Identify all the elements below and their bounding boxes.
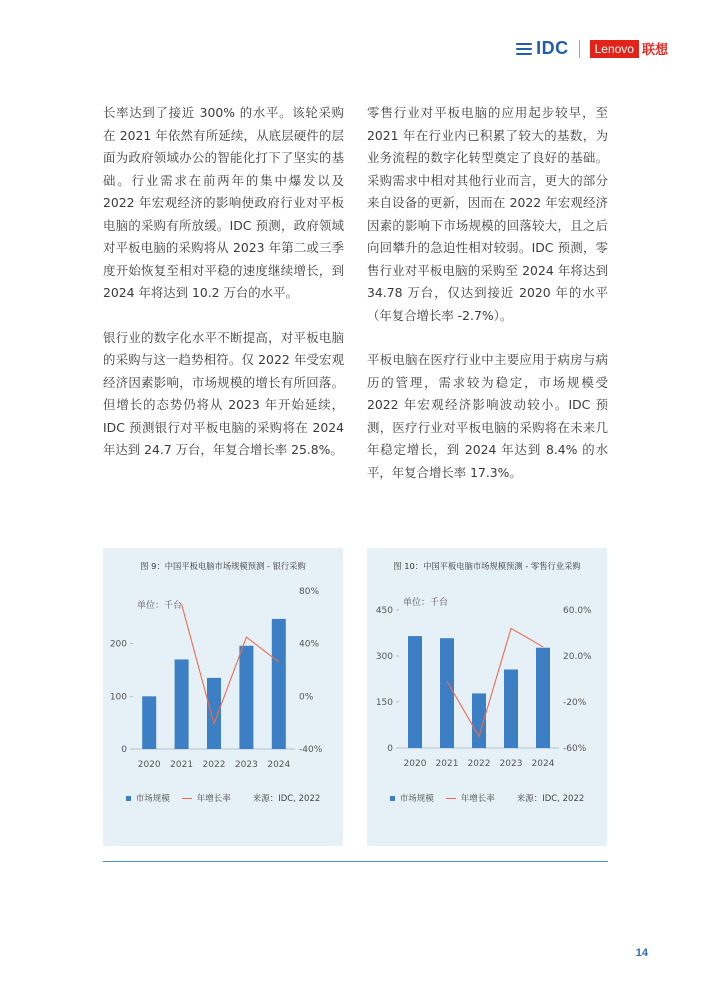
x-tick-label: 2022 <box>467 759 491 769</box>
y-right-tick-label: -20% <box>563 698 587 708</box>
idc-logo <box>516 38 569 59</box>
y-right-tick-label: 40% <box>299 639 320 650</box>
legend-line-swatch <box>182 798 192 799</box>
paragraph: 零售行业对平板电脑的应用起步较早，至 2021 年在行业内已积累了较大的基数，为业务流程的数字化转型奠定了良好的基础。采购需求中相对其他行业而言，更大的部分来自设备的更新，因而在 2022 年宏观经济因素的影响下市场规模的回落较大，且之后向回攀升的急迫性相对较弱。IDC 预测，零售行业对平板电脑的采购至 2024 年将达到 34.78 万台，仅达到接近 2020 年的水平（年复合增长率 -2.7%）。 <box>367 105 608 323</box>
legend-line-label: 年增长率 <box>196 794 231 804</box>
bar <box>408 636 422 748</box>
y-right-tick-label: 0% <box>299 692 314 703</box>
y-right-tick-label: 60.0% <box>563 606 592 616</box>
y-left-tick-label: 450 <box>375 606 393 616</box>
y-right-tick-label: 80% <box>299 587 320 597</box>
y-left-tick-label: 0 <box>121 745 127 755</box>
paragraph: 平板电脑在医疗行业中主要应用于病房与病历的管理，需求较为稳定，市场规模受 2022 年宏观经济影响波动较小。IDC 预测，医疗行业对平板电脑的采购将在未来几年稳定增长，到 2024 年达到 8.4% 的水平，年复合增长率 17.3%。 <box>367 352 608 480</box>
legend-bar-swatch <box>390 796 395 801</box>
y-right-tick-label: -60% <box>563 744 587 754</box>
legend-item-line <box>446 792 495 804</box>
bar <box>207 678 221 749</box>
bar <box>239 646 253 749</box>
bottom-rule <box>103 861 608 862</box>
x-tick-label: 2022 <box>202 760 226 770</box>
legend-bar-label: 市场规模 <box>399 794 434 804</box>
x-tick-label: 2021 <box>170 760 194 770</box>
chart-retail-svg <box>367 548 607 788</box>
chart-source: 来源：IDC, 2022 <box>252 794 321 804</box>
legend-item-bar <box>390 792 434 804</box>
lenovo-logo-text: Lenovo <box>590 40 639 58</box>
right-column <box>367 102 608 506</box>
legend-line-label: 年增长率 <box>460 794 495 804</box>
x-tick-label: 2021 <box>435 759 459 769</box>
legend-item-line <box>182 792 231 804</box>
idc-logo-text: IDC <box>536 38 569 58</box>
chart-bank-svg <box>103 548 343 788</box>
x-tick-label: 2023 <box>499 759 523 769</box>
bar <box>175 659 189 749</box>
growth-rate-line <box>447 628 543 736</box>
lenovo-cn-text: 联想 <box>641 43 668 58</box>
y-left-tick-label: 200 <box>109 639 127 650</box>
legend-line-swatch <box>446 798 456 799</box>
legend-item-bar <box>126 792 170 804</box>
chart-unit-label: 单位：千台 <box>137 601 183 611</box>
bar <box>440 638 454 748</box>
paragraph: 长率达到了接近 300% 的水平。该轮采购在 2021 年依然有所延续，从底层硬件的层面为政府领域办公的智能化打下了坚实的基础。行业需求在前两年的集中爆发以及 2022 年宏观经济的影响使政府行业对平板电脑的采购有所放缓。IDC 预测，政府领域对平板电脑的采购将从 2023 年第二或三季度开始恢复至相对平稳的速度继续增长，到 2024 年将达到 10.2 万台的水平。 <box>103 105 344 300</box>
y-right-tick-label: -40% <box>299 745 323 755</box>
bar <box>536 648 550 748</box>
y-left-tick-label: 100 <box>109 692 127 703</box>
y-left-tick-label: 150 <box>375 698 393 708</box>
chart-source: 来源：IDC, 2022 <box>516 794 585 804</box>
bar <box>142 696 156 749</box>
logo-divider <box>579 40 580 58</box>
chart-title: 图 9：中国平板电脑市场规模预测 - 银行采购 <box>140 561 306 571</box>
y-left-tick-label: 0 <box>387 744 393 754</box>
chart-title: 图 10：中国平板电脑市场规模预测 - 零售行业采购 <box>393 561 581 571</box>
bar <box>272 619 286 749</box>
legend-bar-swatch <box>126 796 131 801</box>
growth-rate-line <box>182 604 279 724</box>
bar <box>504 669 518 748</box>
header-logos <box>516 38 668 59</box>
x-tick-label: 2023 <box>234 760 258 770</box>
x-tick-label: 2024 <box>267 760 291 770</box>
x-tick-label: 2020 <box>403 759 427 769</box>
left-column <box>103 102 344 484</box>
lenovo-logo <box>590 40 668 58</box>
page-number: 14 <box>635 947 648 959</box>
x-tick-label: 2024 <box>531 759 555 769</box>
chart-unit-label: 单位：千台 <box>403 598 449 608</box>
chart-panel-retail <box>367 548 607 846</box>
legend-bar-label: 市场规模 <box>135 794 170 804</box>
chart-panel-bank <box>103 548 343 846</box>
y-left-tick-label: 300 <box>375 652 393 662</box>
paragraph: 银行业的数字化水平不断提高，对平板电脑的采购与这一趋势相符。仅 2022 年受宏观经济因素影响，市场规模的增长有所回落。但增长的态势仍将从 2023 年开始延续，IDC 预测银行对平板电脑的采购将在 2024 年达到 24.7 万台，年复合增长率 25.8%。 <box>103 329 344 457</box>
y-right-tick-label: 20.0% <box>563 652 592 662</box>
x-tick-label: 2020 <box>137 760 161 770</box>
idc-mark-icon <box>516 43 532 55</box>
chart-legend <box>367 792 607 804</box>
chart-legend <box>103 792 343 804</box>
